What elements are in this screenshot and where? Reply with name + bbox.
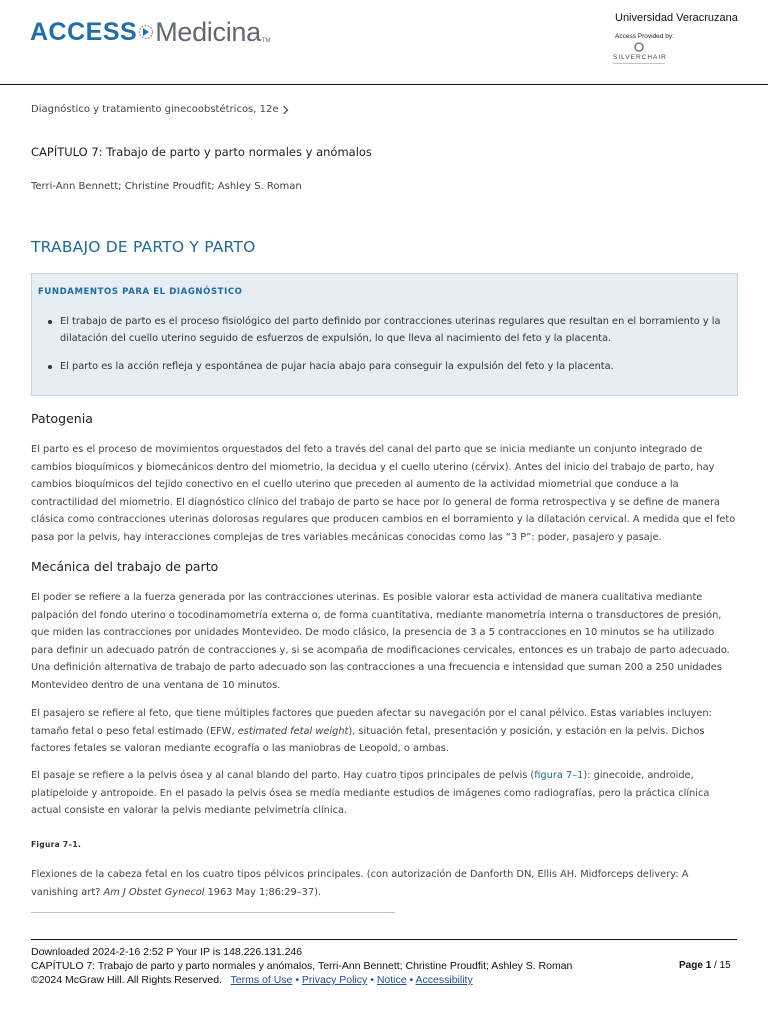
accessibility-link[interactable]: Accessibility bbox=[415, 974, 473, 986]
page-label: Page bbox=[679, 960, 703, 971]
figure-caption bbox=[31, 866, 738, 901]
page-total: / 15 bbox=[714, 960, 731, 971]
link-separator: • bbox=[370, 974, 374, 986]
link-separator: • bbox=[295, 974, 299, 986]
pasajero-text-em: estimated fetal weight bbox=[237, 725, 349, 737]
caption-text-b: 1963 May 1;86:29–37). bbox=[204, 886, 322, 898]
pasajero-text-b: ), situación fetal, presentación y posición, y estación en la pelvis. Dichos factores fetales se valoran mediante ecografía o las maniobras de Leopold, o ambas. bbox=[31, 725, 705, 754]
copyright: ©2024 McGraw Hill. All Rights Reserved. bbox=[31, 974, 222, 986]
header-divider bbox=[0, 84, 768, 85]
download-info: Downloaded 2024-2-16 2:52 P Your IP is 148.226.131.246 bbox=[31, 946, 303, 958]
diagnosis-list bbox=[46, 313, 726, 386]
poder-paragraph: El poder se refiere a la fuerza generada por las contracciones uterinas. Es posible valorar esta actividad de manera cualitativa mediante palpación del fondo uterino o tocodinamometría externa o, de forma cuantitativa, mediante manometría interna o transductores de presión, que miden las contracciones por unidades Montevideo. De modo clásico, la presencia de 3 a 5 contracciones en 10 minutos se ha utilizado para definir un adecuado patrón de contracciones y, si se acompaña de modificaciones cervicales, entonces es un trabajo de parto adecuado. Una definición alternativa de trabajo de parto adecuado son las contracciones a una frecuencia e intensidad que suman 200 a 250 unidades Montevideo dentro de una ventana de 10 minutos. bbox=[31, 592, 730, 691]
pasajero-paragraph bbox=[31, 705, 738, 758]
logo-medicina-text: Medicina bbox=[155, 16, 261, 47]
patogenia-heading: Patogenia bbox=[31, 411, 93, 426]
accessmedicina-logo[interactable] bbox=[30, 10, 271, 54]
diagnosis-list-item: El trabajo de parto es el proceso fisiológico del parto definido por contracciones uterinas regulares que resultan en el borramiento y la dilatación del cuello uterino seguido de esfuerzos de expulsión, lo que lleva al nacimiento del feto y la placenta. bbox=[46, 313, 726, 347]
institution-name: Universidad Veracruzana bbox=[615, 12, 738, 24]
mecanica-heading: Mecánica del trabajo de parto bbox=[31, 559, 219, 574]
privacy-policy-link[interactable]: Privacy Policy bbox=[301, 974, 368, 986]
patogenia-paragraph: El parto es el proceso de movimientos orquestados del feto a través del canal del parto que se inicia mediante un conjunto integrado de cambios bioquímicos y biomecánicos dentro del miometrio, la decidua y el cuello uterino (cérvix). Antes del inicio del trabajo de parto, hay cambios bioquímicos del tejido conectivo en el cuello uterino que preceden al aumento de la actividad miometrial que conduce a la contractilidad del miometrio. El diagnóstico clínico del trabajo de parto se hace por lo general de forma retrospectiva y se define de manera clásica como contracciones uterinas dolorosas regulares que producen cambios en el borramiento y la dilatación cervical. A medida que el feto pasa por la pelvis, hay interacciones complejas de tres variables mecánicas conocidas como las “3 P”: poder, pasajero y pasaje. bbox=[31, 444, 736, 543]
pasaje-text-b: ): ginecoide, androide, platipeloide y antropoide. En el pasado la pelvis ósea se medía mediante estudios de imágenes como radiografías, pero la práctica clínica actual consiste en valorar la pelvis mediante pelvimetría clínica. bbox=[31, 770, 710, 816]
access-provided-label: Access Provided by: bbox=[615, 33, 674, 40]
logo-trademark: TM bbox=[261, 38, 271, 44]
pasajero-text-a: El pasajero se refiere al feto, que tiene múltiples factores que pueden afectar su navegación por el canal pélvico. Estas variables incluyen: tamaño fetal o peso fetal estimado (EFW, bbox=[31, 708, 712, 737]
caption-text-a: Flexiones de la cabeza fetal en los cuatro tipos pélvicos principales. (con autorización de Danforth DN, Ellis AH. Midforceps delivery: A vanishing art? bbox=[31, 869, 689, 898]
footer bbox=[31, 945, 572, 987]
notice-link[interactable]: Notice bbox=[376, 974, 407, 986]
provider-divider bbox=[613, 63, 665, 64]
gear-arrow-icon bbox=[138, 24, 154, 40]
figure-divider bbox=[31, 912, 395, 913]
citation-line: CAPÍTULO 7: Trabajo de parto y parto normales y anómalos, Terri-Ann Bennett; Christine Proudfit; Ashley S. Roman bbox=[31, 960, 573, 972]
figure-label: Figura 7–1. bbox=[31, 840, 82, 849]
link-separator: • bbox=[409, 974, 414, 986]
chapter-title: CAPÍTULO 7: Trabajo de parto y parto normales y anómalos bbox=[31, 145, 372, 159]
diagnosis-box-title: FUNDAMENTOS PARA EL DIAGNÓSTICO bbox=[38, 287, 243, 297]
section-title: TRABAJO DE PARTO Y PARTO bbox=[31, 238, 256, 256]
silverchair-logo-icon bbox=[634, 42, 644, 52]
footer-divider bbox=[31, 939, 737, 940]
breadcrumb-book-link[interactable]: Diagnóstico y tratamiento ginecoobstétricos, 12e bbox=[31, 104, 279, 115]
figure-7-1-link[interactable]: figura 7–1 bbox=[534, 770, 584, 781]
footer-links-row bbox=[31, 973, 572, 987]
authors: Terri-Ann Bennett; Christine Proudfit; Ashley S. Roman bbox=[31, 181, 302, 192]
provider-name: SILVERCHAIR bbox=[613, 54, 667, 61]
page-indicator bbox=[679, 960, 731, 971]
diagnosis-list-item: El parto es la acción refleja y espontánea de pujar hacia abajo para conseguir la expulsión del feto y la placenta. bbox=[46, 358, 726, 375]
chevron-right-icon bbox=[279, 106, 287, 114]
caption-journal: Am J Obstet Gynecol bbox=[103, 886, 205, 898]
page-current: 1 bbox=[705, 960, 712, 971]
pasaje-paragraph bbox=[31, 767, 738, 820]
diagnosis-box bbox=[31, 273, 738, 396]
logo-access-text: ACCESS bbox=[30, 17, 138, 46]
pasaje-text-a: El pasaje se refiere a la pelvis ósea y al canal blando del parto. Hay cuatro tipos principales de pelvis ( bbox=[31, 770, 535, 781]
breadcrumb[interactable] bbox=[31, 104, 287, 115]
terms-of-use-link[interactable]: Terms of Use bbox=[230, 974, 293, 986]
